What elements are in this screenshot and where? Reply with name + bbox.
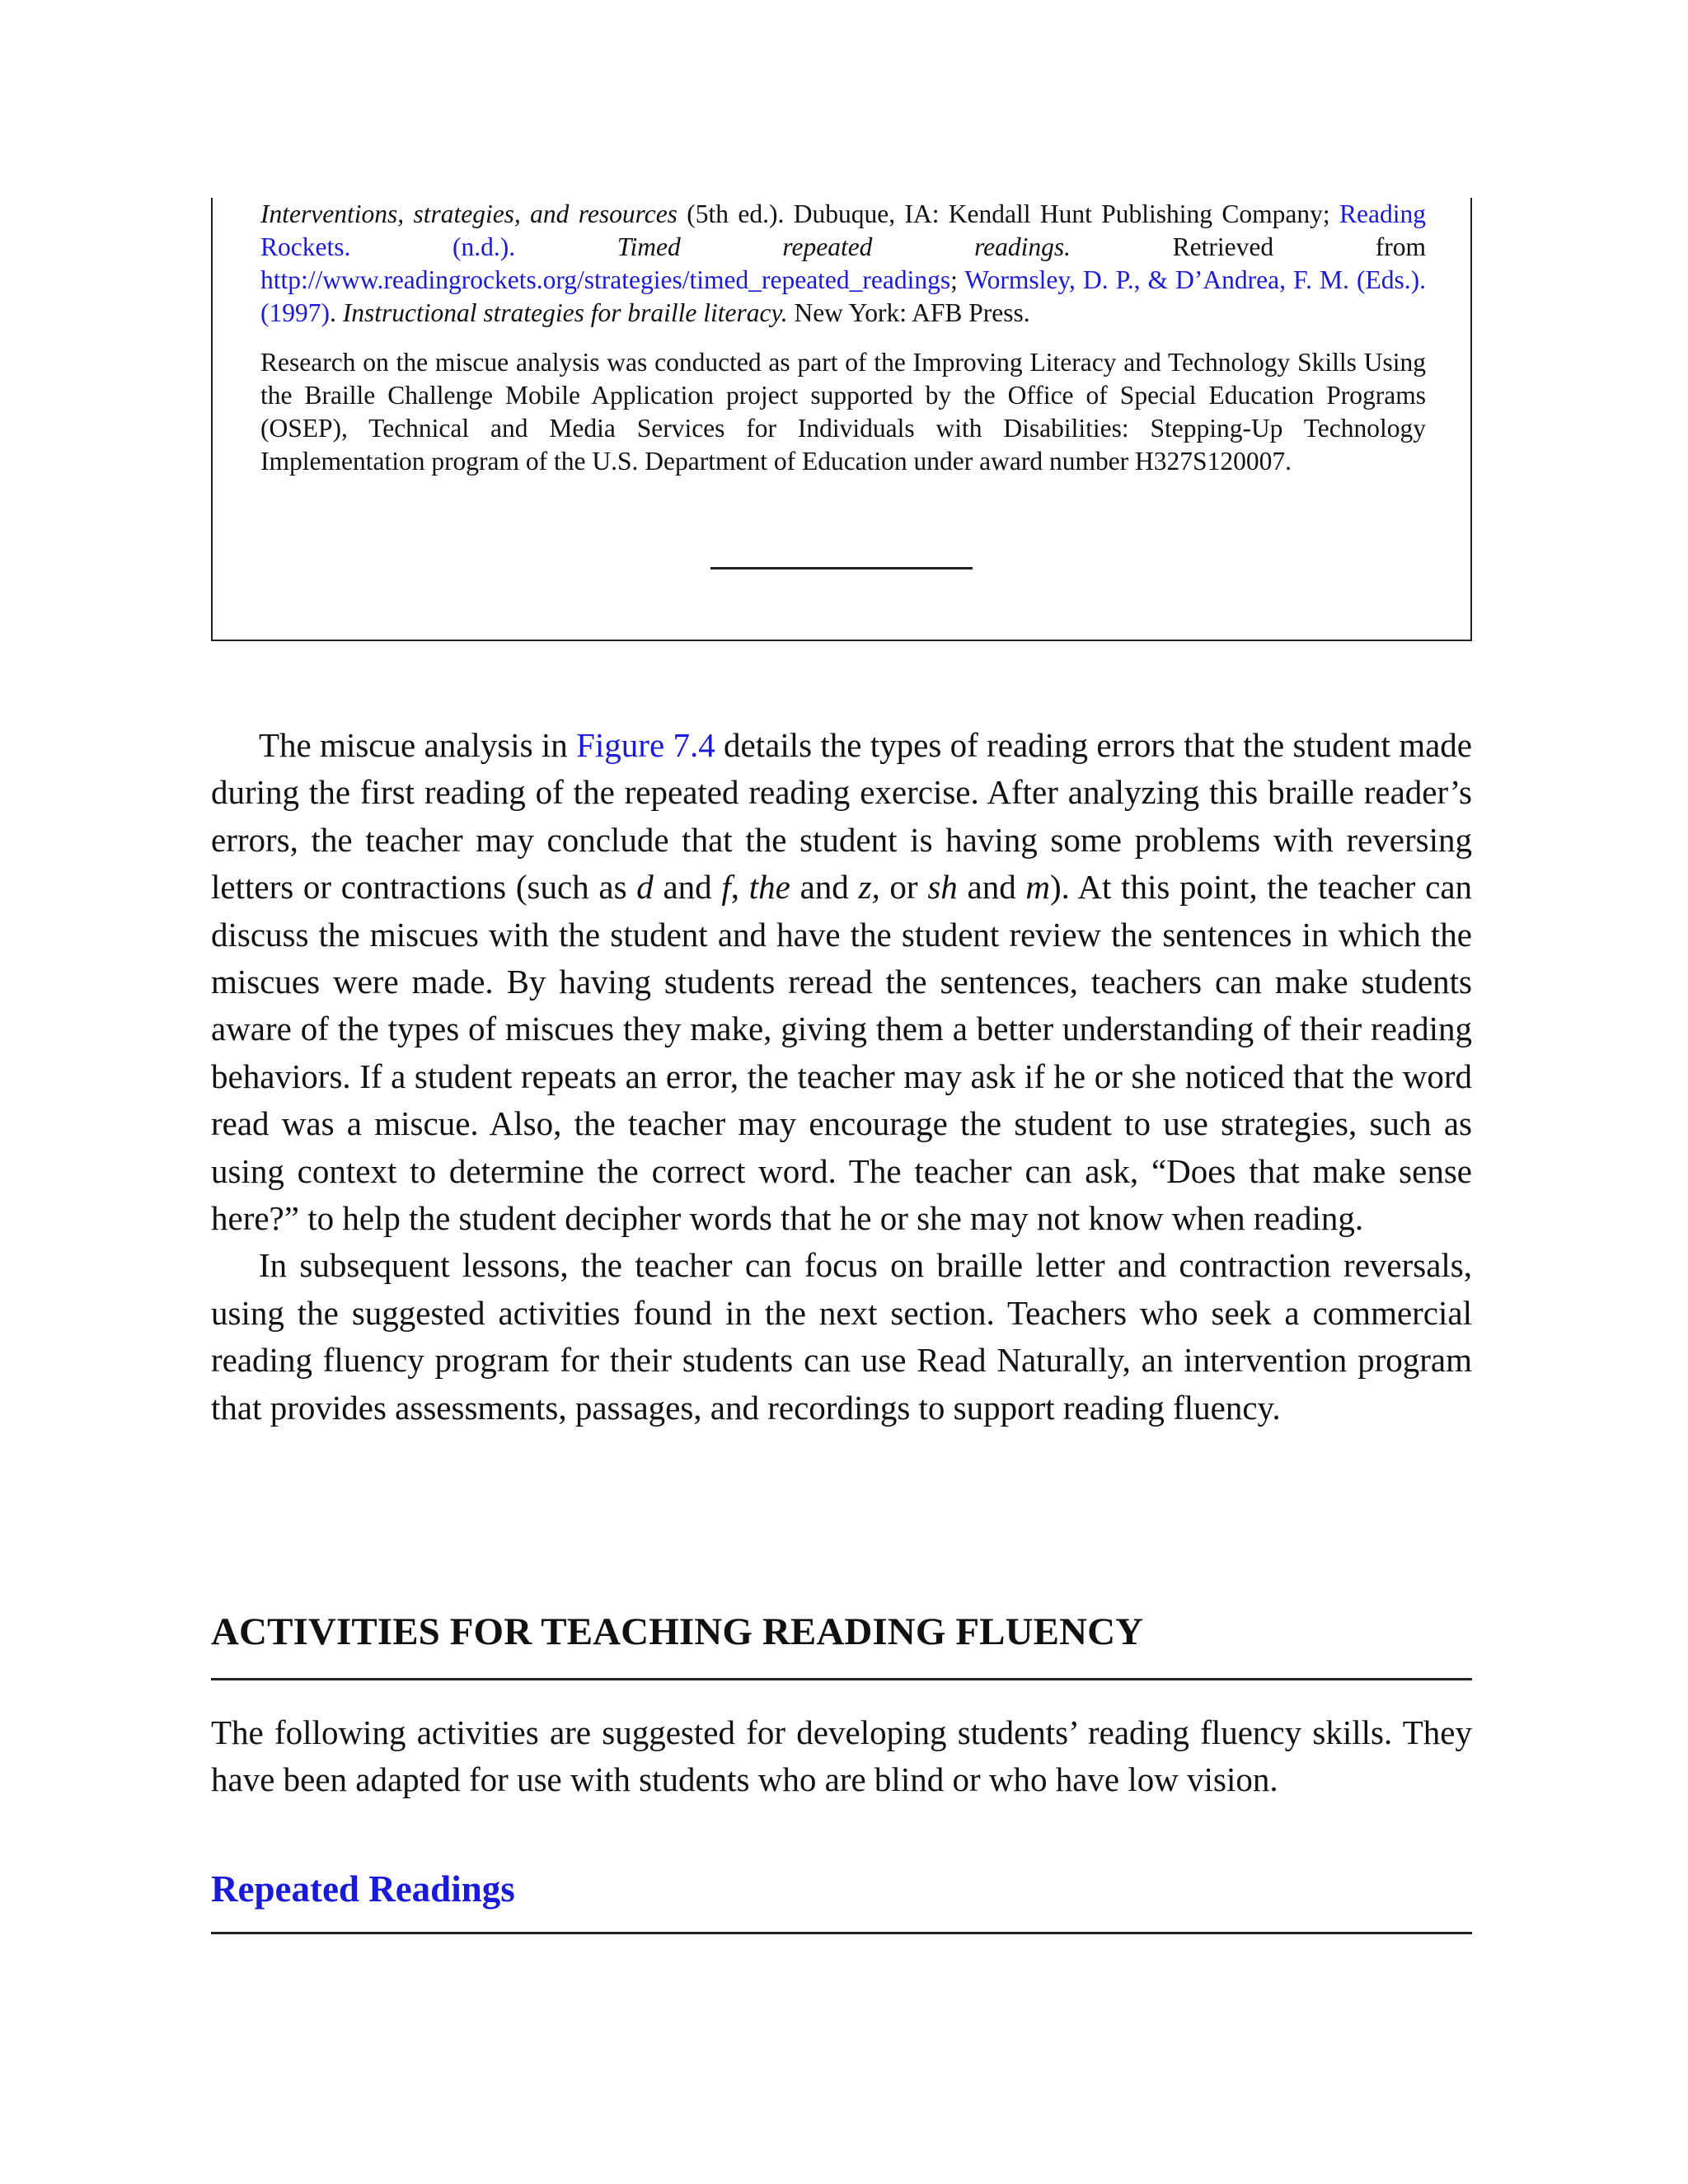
reference-link-wormsley[interactable]: Wormsley, D. P., & D’Andrea, F. M. (Eds.). (1997) xyxy=(260,265,1426,327)
figure-link[interactable]: Figure 7.4 xyxy=(576,726,715,764)
section-intro-paragraph: The following activities are suggested for developing students’ reading fluency skills. They have been adapted for use with students who are blind or who have low vision. xyxy=(211,1713,1472,1799)
italic-term: d xyxy=(636,868,654,907)
reference-title: Instructional strategies for braille literacy. xyxy=(342,298,788,327)
reference-text: ; xyxy=(950,265,965,294)
body-text-run: or xyxy=(879,868,928,907)
sidebar-box xyxy=(211,198,1472,641)
section-heading-rule xyxy=(211,1678,1472,1680)
reference-text xyxy=(515,232,617,261)
reference-title: Interventions, strategies, and resources xyxy=(260,199,678,228)
body-text-run: and xyxy=(957,868,1026,907)
reference-text: New York: AFB Press. xyxy=(787,298,1030,327)
body-text-run: and xyxy=(790,868,859,907)
reference-text: Retrieved from xyxy=(1071,232,1426,261)
sidebar-box-content xyxy=(260,198,1426,478)
body-text-run: The miscue analysis in xyxy=(259,726,577,764)
italic-term: the xyxy=(748,868,790,907)
italic-term: sh xyxy=(927,868,958,907)
body-text-run: ). At this point, the teacher can discuss the miscues with the student and have the student review the sentences in which the miscues were made. By having students reread the sentences, teachers can make students aware of the types of miscues they make, giving them a better understanding of their reading behaviors. If a student repeats an error, the teacher may ask if he or she noticed that the word read was a miscue. Also, the teacher may encourage the student to use strategies, such as using context to determine the correct word. The teacher can ask, “Does that make sense here?” to help the student decipher words that he or she may not know when reading. xyxy=(211,868,1473,1238)
reference-text: . xyxy=(329,298,343,327)
reference-url-link[interactable]: http://www.readingrockets.org/strategies/timed_repeated_readings xyxy=(260,265,951,294)
body-text xyxy=(211,722,1472,1432)
italic-term: f xyxy=(721,868,731,907)
reference-text: (5th ed.). Dubuque, IA: Kendall Hunt Publishing Company; xyxy=(677,199,1340,228)
italic-term: z, xyxy=(858,868,880,907)
italic-term: m xyxy=(1025,868,1051,907)
section-heading: ACTIVITIES FOR TEACHING READING FLUENCY xyxy=(211,1610,1144,1653)
section-intro xyxy=(211,1709,1472,1804)
subsection-heading-rule xyxy=(211,1932,1472,1934)
reference-title: Timed repeated readings. xyxy=(617,232,1071,261)
body-text-run: , xyxy=(730,868,749,907)
reference-link-reading-rockets[interactable]: Reading Rockets. (n.d.). xyxy=(260,199,1426,261)
subsection-heading: Repeated Readings xyxy=(211,1868,515,1910)
reference-list xyxy=(260,198,1426,330)
research-note: Research on the miscue analysis was conducted as part of the Improving Literacy and Technology Skills Using the Braille Challenge Mobile Application project supported by the Office of Special Education Programs (OSEP), Technical and Media Services for Individuals with Disabilities: Stepping-Up Technology Implementation program of the U.S. Department of Education under award number H327S120007. xyxy=(260,348,1426,476)
body-paragraph xyxy=(211,722,1472,1242)
sidebar-end-rule xyxy=(710,567,973,569)
body-text-run: details the types of reading errors that the student made during the first reading of the repeated reading exercise. After analyzing this braille reader’s errors, the teacher may conclude that the student is having some problems with reversing letters or contractions (such as xyxy=(211,726,1472,907)
body-paragraph: In subsequent lessons, the teacher can focus on braille letter and contraction reversals, using the suggested activities found in the next section. Teachers who seek a commercial reading fluency program for their students can use Read Naturally, an intervention program that provides assessments, passages, and recordings to support reading fluency. xyxy=(211,1246,1472,1427)
body-text-run: and xyxy=(653,868,722,907)
